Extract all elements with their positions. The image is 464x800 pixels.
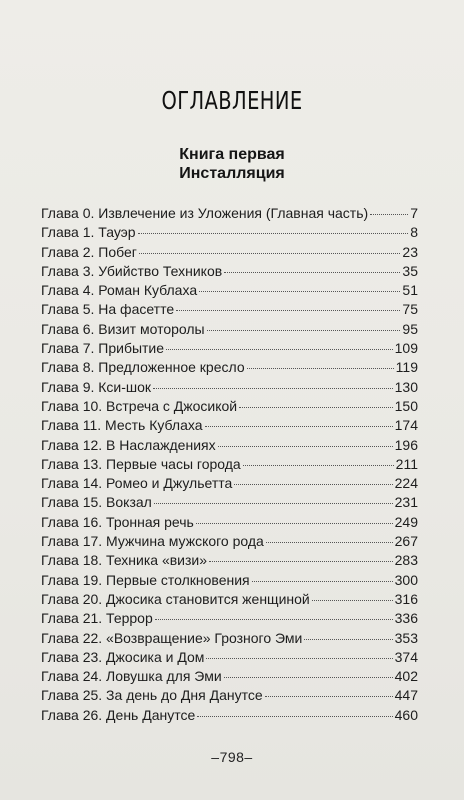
- toc-entry-page: 119: [395, 359, 418, 376]
- toc-entry-title: Глава 6. Визит моторолы: [41, 320, 205, 337]
- toc-leader-dots: [207, 330, 401, 331]
- toc-leader-dots: [234, 484, 392, 485]
- toc-entry-title: Глава 8. Предложенное кресло: [41, 359, 245, 376]
- toc-entry-page: 336: [394, 610, 418, 627]
- toc-entry: [41, 262, 418, 281]
- toc-leader-dots: [304, 639, 392, 640]
- toc-entry-title: Глава 26. День Данутсе: [41, 706, 196, 723]
- toc-leader-dots: [154, 503, 393, 504]
- toc-entry: [41, 571, 418, 590]
- toc-leader-dots: [205, 426, 393, 427]
- toc-leader-dots: [224, 272, 400, 273]
- toc-entry-page: 7: [410, 205, 418, 221]
- toc-entry: [41, 532, 418, 551]
- toc-entry-title: Глава 1. Тауэр: [41, 224, 136, 241]
- toc-entry-page: 460: [394, 706, 418, 723]
- toc-entry-title: Глава 7. Прибытие: [41, 340, 165, 357]
- toc-entry-page: 23: [402, 243, 418, 260]
- toc-entry: [41, 455, 418, 474]
- toc-leader-dots: [206, 658, 392, 659]
- toc-entry-title: Глава 9. Кси-шок: [41, 378, 152, 395]
- toc-entry: [41, 667, 418, 686]
- toc-entry-title: Глава 17. Мужчина мужского рода: [41, 533, 264, 550]
- toc-entry-page: 249: [394, 513, 418, 530]
- toc-entry: [41, 513, 418, 532]
- toc-entry-title: Глава 25. За день до Дня Данутсе: [41, 687, 263, 704]
- toc-leader-dots: [199, 291, 400, 292]
- toc-entry: [41, 686, 418, 705]
- book-heading-line1: Книга первая: [179, 146, 285, 163]
- toc-entry: [41, 358, 418, 377]
- toc-leader-dots: [196, 523, 393, 524]
- toc-entry-page: 75: [402, 301, 418, 318]
- toc-entry-page: 150: [394, 397, 418, 414]
- toc-entry-page: 374: [394, 648, 418, 665]
- toc-entry-title: Глава 15. Вокзал: [41, 494, 152, 511]
- toc-entry-page: 109: [394, 340, 418, 357]
- toc-leader-dots: [224, 677, 393, 678]
- toc-leader-dots: [370, 214, 408, 215]
- toc-entry: [41, 223, 418, 242]
- page-title: ОГЛАВЛЕНИЕ: [161, 86, 303, 115]
- toc-entry-title: Глава 23. Джосика и Дом: [41, 648, 205, 665]
- toc-leader-dots: [153, 388, 393, 389]
- toc-leader-dots: [252, 581, 393, 582]
- toc-leader-dots: [166, 349, 393, 350]
- toc-entry: [41, 609, 418, 628]
- toc-entry-page: 447: [394, 687, 418, 704]
- toc-entry-title: Глава 5. На фасетте: [41, 301, 175, 318]
- toc-entry-page: 224: [394, 475, 418, 492]
- toc-entry-title: Глава 11. Месть Кублаха: [41, 417, 203, 434]
- toc-entry: [41, 629, 418, 648]
- toc-entry: [41, 648, 418, 667]
- toc-entry-title: Глава 20. Джосика становится женщиной: [41, 590, 310, 607]
- toc-entry: [41, 493, 418, 512]
- toc-entry: [41, 243, 418, 262]
- toc-entry: [41, 436, 418, 455]
- toc-entry: [41, 590, 418, 609]
- toc-entry-page: 51: [402, 282, 418, 299]
- toc-leader-dots: [312, 600, 393, 601]
- toc-entry: [41, 281, 418, 300]
- toc-entry-page: 130: [394, 378, 418, 395]
- toc-entry-page: 95: [402, 320, 418, 337]
- toc-leader-dots: [243, 465, 394, 466]
- toc-entry-title: Глава 21. Террор: [41, 610, 153, 627]
- toc-entry-page: 174: [394, 417, 418, 434]
- toc-entry-title: Глава 2. Побег: [41, 243, 137, 260]
- toc-entry-page: 402: [394, 668, 418, 685]
- toc-entry: [41, 397, 418, 416]
- toc-leader-dots: [209, 561, 393, 562]
- book-heading-line2: Инсталляция: [179, 165, 285, 182]
- toc-leader-dots: [155, 619, 393, 620]
- toc-entry-title: Глава 13. Первые часы города: [41, 455, 241, 472]
- toc-entry-title: Глава 3. Убийство Техников: [41, 262, 223, 279]
- toc-entry-page: 211: [395, 455, 418, 472]
- toc-entry: [41, 320, 418, 339]
- toc-leader-dots: [176, 310, 400, 311]
- toc-entry: [41, 706, 418, 725]
- toc-leader-dots: [138, 233, 409, 234]
- toc-leader-dots: [197, 716, 392, 717]
- toc-entry-page: 8: [410, 224, 418, 241]
- toc-entry-page: 316: [394, 590, 418, 607]
- toc-entry-page: 267: [394, 533, 418, 550]
- toc-entry-title: Глава 12. В Наслаждениях: [41, 436, 216, 453]
- toc-entry-title: Глава 24. Ловушка для Эми: [41, 668, 222, 685]
- toc-entry: [41, 474, 418, 493]
- toc-entry-page: 35: [402, 262, 418, 279]
- toc-entry-title: Глава 19. Первые столкновения: [41, 571, 250, 588]
- toc-entry: [41, 204, 418, 223]
- toc-entry: [41, 378, 418, 397]
- toc-leader-dots: [265, 696, 393, 697]
- toc-entry: [41, 339, 418, 358]
- toc-entry: [41, 300, 418, 319]
- toc-entry-title: Глава 10. Встреча с Джосикой: [41, 397, 238, 414]
- toc-entry-title: Глава 16. Тронная речь: [41, 513, 194, 530]
- toc-entry-title: Глава 22. «Возвращение» Грозного Эми: [41, 629, 303, 646]
- toc-leader-dots: [218, 446, 393, 447]
- table-of-contents: [41, 204, 418, 725]
- toc-entry-title: Глава 14. Ромео и Джульетта: [41, 475, 233, 492]
- toc-entry-title: Глава 4. Роман Кублаха: [41, 282, 198, 299]
- toc-entry-title: Глава 0. Извлечение из Уложения (Главная часть): [41, 205, 369, 221]
- toc-entry-page: 196: [394, 436, 418, 453]
- book-heading: [0, 145, 464, 183]
- page-number: –798–: [211, 749, 253, 765]
- toc-entry-page: 353: [394, 629, 418, 646]
- toc-entry-title: Глава 18. Техника «визи»: [41, 552, 208, 569]
- toc-entry-page: 283: [394, 552, 418, 569]
- toc-entry-page: 300: [394, 571, 418, 588]
- toc-entry-page: 231: [394, 494, 418, 511]
- toc-entry: [41, 416, 418, 435]
- toc-leader-dots: [247, 368, 394, 369]
- toc-entry: [41, 551, 418, 570]
- toc-leader-dots: [239, 407, 393, 408]
- toc-leader-dots: [266, 542, 393, 543]
- toc-leader-dots: [139, 253, 401, 254]
